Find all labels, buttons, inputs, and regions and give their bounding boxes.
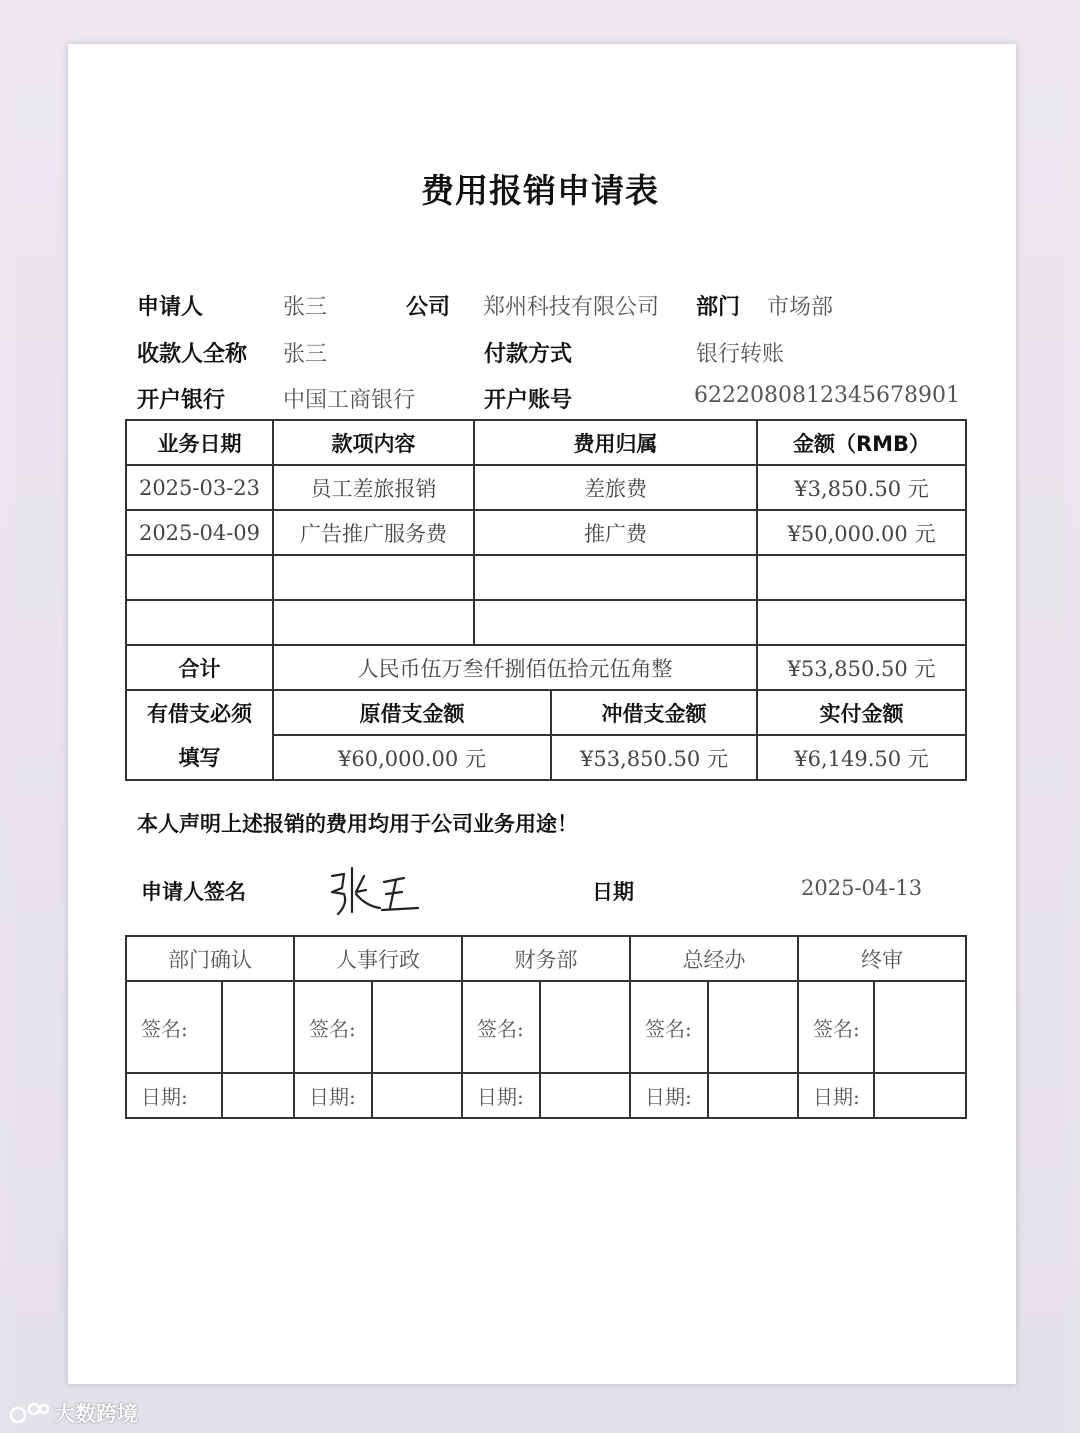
row-category: 推广费 xyxy=(474,510,757,555)
header-content: 款项内容 xyxy=(273,420,474,465)
company-label: 公司 xyxy=(406,295,451,320)
applicant-value: 张三 xyxy=(283,295,328,320)
bank-label: 开户银行 xyxy=(137,388,226,413)
expense-header-row xyxy=(126,420,966,465)
company-value: 郑州科技有限公司 xyxy=(483,295,660,320)
date-field xyxy=(874,1073,966,1118)
date-field xyxy=(222,1073,294,1118)
document-title: 费用报销申请表 xyxy=(421,171,659,210)
date-field xyxy=(540,1073,630,1118)
total-row xyxy=(126,645,966,690)
row-amount: ¥50,000.00 元 xyxy=(757,510,966,555)
row-category xyxy=(474,600,757,645)
sign-field xyxy=(372,981,462,1073)
approval-header-row xyxy=(126,936,966,981)
row-content xyxy=(273,555,474,600)
row-content xyxy=(273,600,474,645)
row-category xyxy=(474,555,757,600)
total-label: 合计 xyxy=(126,645,273,690)
approval-sign-row xyxy=(126,981,966,1073)
loan-header-actual: 实付金额 xyxy=(757,690,966,735)
row-content: 广告推广服务费 xyxy=(273,510,474,555)
pay-method-label: 付款方式 xyxy=(484,342,573,367)
approval-header-final: 终审 xyxy=(798,936,966,981)
loan-value-actual: ¥6,149.50 元 xyxy=(757,735,966,780)
date-field xyxy=(372,1073,462,1118)
payee-label: 收款人全称 xyxy=(137,342,248,367)
row-amount xyxy=(757,555,966,600)
row-content: 员工差旅报销 xyxy=(273,465,474,510)
date-caption: 日期: xyxy=(630,1073,708,1118)
payee-value: 张三 xyxy=(283,342,328,367)
date-caption: 日期: xyxy=(462,1073,540,1118)
watermark-logo-icon xyxy=(8,1400,50,1426)
row-amount: ¥3,850.50 元 xyxy=(757,465,966,510)
row-date xyxy=(126,555,273,600)
watermark-text: 大数跨境 xyxy=(54,1402,138,1426)
table-row xyxy=(126,465,966,510)
sign-field xyxy=(708,981,798,1073)
sign-caption: 签名: xyxy=(798,981,874,1073)
department-value: 市场部 xyxy=(767,295,834,320)
loan-value-row xyxy=(126,735,966,780)
header-category: 费用归属 xyxy=(474,420,757,465)
loan-header-offset: 冲借支金额 xyxy=(551,690,757,735)
sign-field xyxy=(540,981,630,1073)
row-date: 2025-03-23 xyxy=(126,465,273,510)
signature-date-value: 2025-04-13 xyxy=(801,876,923,900)
loan-header-row xyxy=(126,690,966,735)
sign-caption: 签名: xyxy=(462,981,540,1073)
table-row xyxy=(126,555,966,600)
sign-caption: 签名: xyxy=(630,981,708,1073)
header-amount: 金额（RMB） xyxy=(757,420,966,465)
department-label: 部门 xyxy=(696,295,741,320)
table-row xyxy=(126,600,966,645)
approval-header-finance: 财务部 xyxy=(462,936,630,981)
date-field xyxy=(708,1073,798,1118)
sign-caption: 签名: xyxy=(126,981,222,1073)
approval-header-dept: 部门确认 xyxy=(126,936,294,981)
pay-method-value: 银行转账 xyxy=(696,342,785,367)
account-value: 6222080812345678901 xyxy=(694,383,960,408)
date-caption: 日期: xyxy=(126,1073,222,1118)
applicant-label: 申请人 xyxy=(137,295,204,320)
watermark xyxy=(8,1398,138,1428)
loan-label-line2: 填写 xyxy=(126,735,273,780)
signature-label: 申请人签名 xyxy=(141,880,246,904)
approval-date-row xyxy=(126,1073,966,1118)
approval-header-gm: 总经办 xyxy=(630,936,798,981)
account-label: 开户账号 xyxy=(484,388,573,413)
loan-value-original: ¥60,000.00 元 xyxy=(273,735,551,780)
loan-header-original: 原借支金额 xyxy=(273,690,551,735)
bank-value: 中国工商银行 xyxy=(283,388,416,413)
total-in-words: 人民币伍万叁仟捌佰伍拾元伍角整 xyxy=(273,645,757,690)
sign-field xyxy=(874,981,966,1073)
expense-table xyxy=(125,419,967,781)
total-amount: ¥53,850.50 元 xyxy=(757,645,966,690)
approval-header-hr: 人事行政 xyxy=(294,936,462,981)
sign-caption: 签名: xyxy=(294,981,372,1073)
handwritten-signature xyxy=(322,862,432,922)
row-date xyxy=(126,600,273,645)
header-date: 业务日期 xyxy=(126,420,273,465)
signature-date-label: 日期 xyxy=(592,880,634,904)
loan-value-offset: ¥53,850.50 元 xyxy=(551,735,757,780)
approval-table xyxy=(125,935,967,1119)
row-category: 差旅费 xyxy=(474,465,757,510)
date-caption: 日期: xyxy=(798,1073,874,1118)
table-row xyxy=(126,510,966,555)
loan-label-line1: 有借支必须 xyxy=(126,690,273,735)
row-amount xyxy=(757,600,966,645)
date-caption: 日期: xyxy=(294,1073,372,1118)
sign-field xyxy=(222,981,294,1073)
declaration-text: 本人声明上述报销的费用均用于公司业务用途！ xyxy=(137,812,578,836)
row-date: 2025-04-09 xyxy=(126,510,273,555)
